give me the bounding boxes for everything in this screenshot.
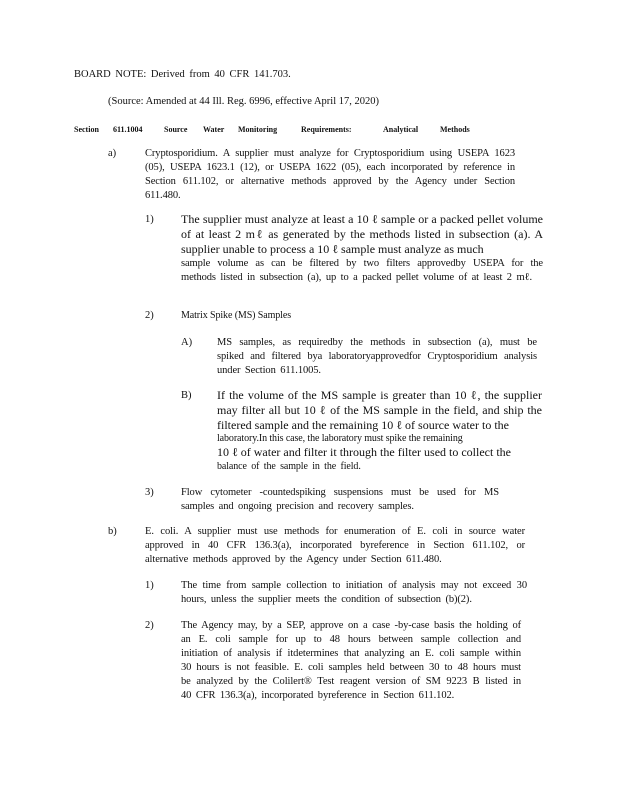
subsection-a-text: Cryptosporidium. A supplier must analyze for Cryptosporidium using USEPA 1623 (05), USEPA 1623.1 (12), or USEPA 1622 (05), each incorporated by reference in Section 611.102, or alternative methods approved by the Agency under Section 611.480. <box>145 148 515 201</box>
section-title-word: Source <box>164 125 188 134</box>
source-note: (Source: Amended at 44 Ill. Reg. 6996, effective April 17, 2020) <box>108 96 379 107</box>
item-a2A-marker: A) <box>181 337 193 348</box>
section-title-word: Methods <box>440 125 470 134</box>
item-b2-text: The Agency may, by a SEP, approve on a case -by-case basis the holding of an E. coli sample for up to 48 hours between sample collection and initiation of analysis if itdetermines that analyzing an E. coli sample within 30 hours is not feasible. E. coli samples held between 30 to 48 hours must be analyzed by the Colilert® Test reagent version of SM 9223 B listed in 40 CFR 136.3(a), incorporated byreference in Section 611.102. <box>181 620 521 701</box>
section-number: 611.1004 <box>113 125 143 134</box>
item-a2-text: Matrix Spike (MS) Samples <box>181 310 291 321</box>
item-a3-marker: 3) <box>145 487 154 498</box>
board-note: BOARD NOTE: Derived from 40 CFR 141.703. <box>74 69 291 80</box>
subsection-a-marker: a) <box>108 148 117 159</box>
item-a1-text-large: The supplier must analyze at least a 10 ℓ sample or a packed pellet volume of at least 2 mℓ as generated by the methods listed in subsection (a). A supplier unable to process a 10 ℓ sample must analyze as much <box>181 212 543 256</box>
section-title-word: Analytical <box>383 125 419 134</box>
item-a2B-marker: B) <box>181 390 192 401</box>
item-b1-marker: 1) <box>145 580 154 591</box>
subsection-b-marker: b) <box>108 526 117 537</box>
item-a1-text-small-content: sample volume as can be filtered by two filters approvedby USEPA for the methods listed in subsection (a), up to a packed pellet volume of at least 2 mℓ. <box>181 258 543 283</box>
item-a2-marker: 2) <box>145 310 154 321</box>
item-a3-text: Flow cytometer -countedspiking suspensions must be used for MS samples and ongoing precision and recovery samples. <box>181 487 499 512</box>
section-label: Section <box>74 125 99 134</box>
section-title-word: Monitoring <box>238 125 278 134</box>
subsection-b-text: E. coli. A supplier must use methods for enumeration of E. coli in source water approved in 40 CFR 136.3(a), incorporated byreference in Section 611.102, or alternative methods approved by the Agency under Section 611.480. <box>145 526 525 565</box>
item-b1-text: The time from sample collection to initiation of analysis may not exceed 30 hours, unless the supplier meets the condition of subsection (b)(2). <box>181 580 527 605</box>
section-title-word: Requirements: <box>301 125 352 134</box>
item-a2A-text: MS samples, as requiredby the methods in subsection (a), must be spiked and filtered bya laboratoryapprovedfor Cryptosporidium analysis under Section 611.1005. <box>217 337 537 376</box>
section-title-word: Water <box>203 125 225 134</box>
item-a2B-text-large2: 10 ℓ of water and filter it through the filter used to collect the <box>217 445 511 459</box>
item-b2-marker: 2) <box>145 620 154 631</box>
item-a2B-text-large: If the volume of the MS sample is greater than 10 ℓ, the supplier may filter all but 10 ℓ of the MS sample in the field, and ship the filtered sample and the remaining 10 ℓ of source water to the <box>217 388 542 432</box>
item-a1-text-small <box>181 257 543 285</box>
item-a1-marker: 1) <box>145 214 154 225</box>
item-a2B-text-small: laboratory.In this case, the laboratory must spike the remaining <box>217 433 463 444</box>
item-a2B-text-small2: balance of the sample in the field. <box>217 461 361 472</box>
